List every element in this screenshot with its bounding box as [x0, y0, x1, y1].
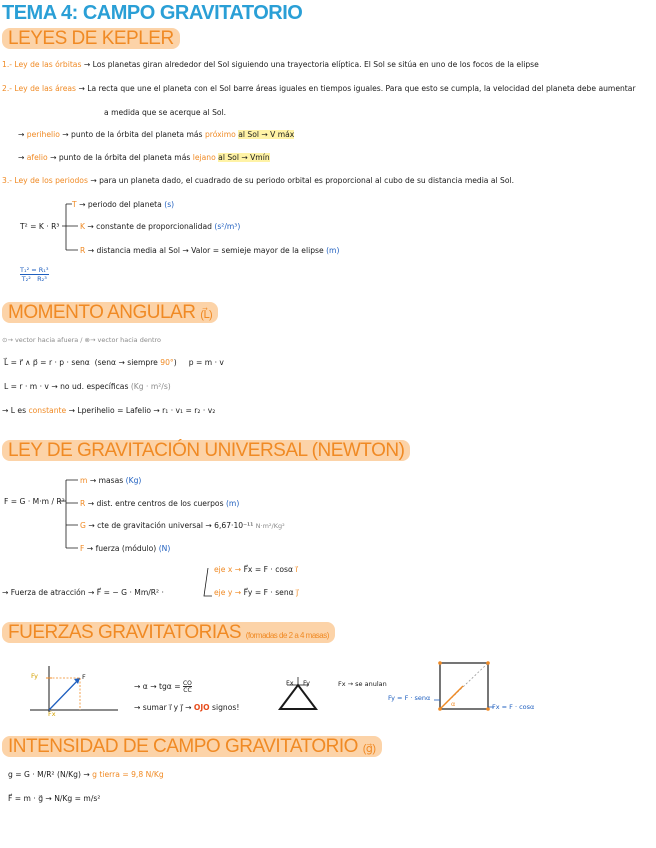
vector-decomposition-diagram — [30, 666, 118, 712]
fx-anulan: Fx → se anulan — [338, 680, 387, 688]
def-R: R → distancia media al Sol → Valor = semieje mayor de la elipse (m) — [80, 246, 340, 255]
def-m: m → masas (Kg) — [80, 476, 142, 485]
section-heading-kepler: LEYES DE KEPLER — [2, 28, 180, 50]
triangle-label-fx: Fx — [286, 679, 294, 687]
newton-formula: F = G · M·m / R² — [4, 497, 65, 506]
def-K: K → constante de proporcionalidad (s²/m³) — [80, 222, 241, 231]
section-heading-newton: LEY DE GRAVITACIÓN UNIVERSAL (NEWTON) — [2, 440, 410, 462]
square-diagram — [434, 661, 494, 711]
def-F: F → fuerza (módulo) (N) — [80, 544, 171, 553]
section-heading-campo: INTENSIDAD DE CAMPO GRAVITATORIO (g⃗) — [2, 736, 382, 758]
vector-notation: ⊙→ vector hacia afuera / ⊗→ vector hacia dentro — [2, 336, 162, 344]
kepler-brace — [62, 204, 78, 250]
momento-eq3: → L es constante → Lperihelio = Lafelio → r₁ · v₁ = r₂ · v₂ — [2, 406, 216, 415]
afelio-def: → afelio → punto de la órbita del planeta más lejano al Sol → Vmín — [18, 153, 270, 162]
perihelio-def: → perihelio → punto de la órbita del planeta más próximo al Sol → V máx — [18, 130, 295, 139]
eje-x: eje x → F⃗x = F · cosα i⃗ — [214, 565, 298, 574]
diagram-label-fx: Fx — [48, 710, 56, 718]
section-heading-momento: MOMENTO ANGULAR (L⃗) — [2, 302, 218, 324]
momento-eq1: L⃗ = r⃗ ∧ p⃗ = r · p · senα (senα → siempre 90°) p = m · v — [4, 358, 224, 367]
kepler-formula: T² = K · R³ — [20, 222, 60, 231]
kepler-law-3: 3.- Ley de los periodos → para un planeta dado, el cuadrado de su periodo orbital es proporcional al cubo de su distancia media al Sol. — [2, 176, 515, 185]
def-G: G → cte de gravitación universal → 6,67·10⁻¹¹ N·m²/Kg² — [80, 521, 285, 530]
campo-eq2: F⃗ = m · g⃗ → N/Kg = m/s² — [8, 794, 101, 803]
triangle-label-fy: Fy — [303, 679, 310, 687]
campo-eq1: g = G · M/R² (N/Kg) → g tierra = 9,8 N/Kg — [8, 770, 164, 779]
triangle-diagram — [280, 677, 316, 709]
square-label-alpha: α — [451, 700, 456, 708]
newton-brace — [60, 480, 78, 548]
def-R-newton: R → dist. entre centros de los cuerpos (m) — [80, 499, 240, 508]
eje-brace — [204, 568, 212, 596]
kepler-law-2: 2.- Ley de las áreas → La recta que une el planeta con el Sol barre áreas iguales en tiempos iguales. Para que esto se cumpla, la velocidad del planeta debe aumentar — [2, 84, 636, 93]
eje-y: eje y → F⃗y = F · senα j⃗ — [214, 588, 299, 597]
sumar-vectors: → sumar i⃗ y j⃗ → OJO signos! — [134, 703, 240, 712]
diagram-label-f: F — [82, 673, 86, 681]
fy-eq: Fy = F · senα — [388, 694, 431, 702]
kepler-law-2-cont: a medida que se acerque al Sol. — [104, 108, 227, 117]
attraction-force: → Fuerza de atracción → F⃗ = − G · Mm/R² · — [2, 588, 164, 597]
kepler-ratio: T₁² = R₁³ T₂² R₂³ — [20, 266, 49, 283]
def-T: T → periodo del planeta (s) — [72, 200, 175, 209]
momento-eq2: L = r · m · v → no ud. específicas (Kg · m²/s) — [4, 382, 171, 391]
page-title: TEMA 4: CAMPO GRAVITATORIO — [2, 2, 303, 24]
section-heading-fuerzas: FUERZAS GRAVITATORIAS (formadas de 2 a 4 masas) — [2, 622, 335, 644]
tga-eq: → $\alpha \to tg\alpha = \frac{CO}{CC}$ — [134, 680, 192, 694]
fx-eq: Fx = F · cosα — [492, 703, 535, 711]
diagram-label-fy: Fy — [31, 672, 38, 680]
kepler-law-1: 1.- Ley de las órbitas → Los planetas giran alrededor del Sol siguiendo una trayectoria elíptica. El Sol se sitúa en uno de los focos de la elipse — [2, 60, 539, 69]
